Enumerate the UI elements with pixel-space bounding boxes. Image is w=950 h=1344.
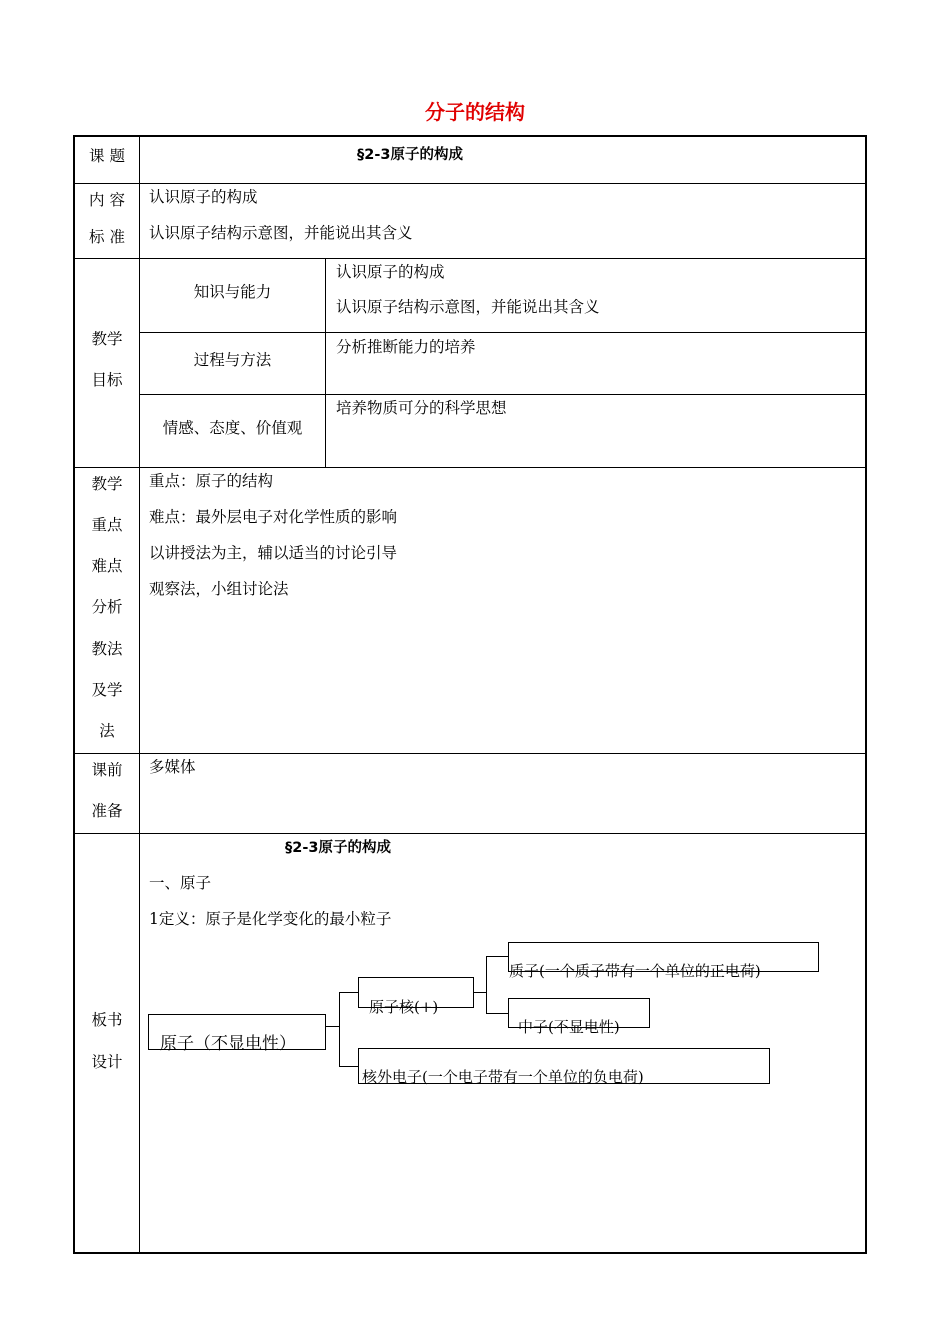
connector (339, 992, 358, 993)
key-points-label: 分析 (91, 598, 123, 616)
key-points-label: 重点 (91, 516, 123, 534)
goal-line: 认识原子的构成 (336, 263, 445, 281)
topic-label: 课 题 (89, 147, 125, 165)
key-points-label: 难点 (91, 557, 123, 575)
teaching-goals-label-2: 目标 (91, 371, 123, 389)
preparation-label-1: 课前 (91, 761, 123, 779)
key-points-line: 重点：原子的结构 (149, 472, 274, 490)
board-design-label-1: 板书 (91, 1011, 123, 1029)
connector (339, 992, 340, 1066)
board-heading: §2-3原子的构成 (285, 840, 391, 856)
connector (339, 1066, 358, 1067)
page-title: 分子的结构 (425, 100, 525, 124)
goal-line: 认识原子结构示意图，并能说出其含义 (336, 298, 600, 316)
atom-label: 原子（不显电性） (160, 1034, 296, 1054)
content-standard-line: 认识原子结构示意图，并能说出其含义 (149, 224, 413, 242)
key-points-label: 法 (99, 722, 115, 740)
connector (325, 1026, 339, 1027)
board-design-label-2: 设计 (91, 1053, 123, 1071)
key-points-label: 教法 (91, 640, 123, 658)
key-points-line: 以讲授法为主，辅以适当的讨论引导 (149, 544, 398, 562)
preparation-label-2: 准备 (91, 802, 123, 820)
goal-name: 知识与能力 (193, 283, 272, 301)
board-section: 一、原子 (149, 874, 212, 892)
key-points-line: 难点：最外层电子对化学性质的影响 (149, 508, 398, 526)
content-standard-line: 认识原子的构成 (149, 188, 258, 206)
content-standard-label-2: 标 准 (89, 228, 125, 246)
topic-value: §2-3原子的构成 (357, 147, 463, 163)
nucleus-label: 原子核(+) (369, 998, 439, 1016)
goal-line: 培养物质可分的科学思想 (336, 399, 507, 417)
connector (473, 992, 486, 993)
electron-label: 核外电子(一个电子带有一个单位的负电荷) (362, 1068, 644, 1086)
content-standard-label-1: 内 容 (89, 191, 125, 209)
key-points-label: 及学 (91, 681, 123, 699)
key-points-line: 观察法，小组讨论法 (149, 580, 289, 598)
goal-name: 过程与方法 (193, 351, 272, 369)
connector (486, 1013, 508, 1014)
connector (486, 956, 487, 1013)
preparation-value: 多媒体 (149, 758, 196, 776)
neutron-label: 中子(不显电性) (518, 1018, 620, 1036)
teaching-goals-label-1: 教学 (91, 330, 123, 348)
board-definition: 1定义：原子是化学变化的最小粒子 (149, 910, 392, 928)
proton-label: 质子(一个质子带有一个单位的正电荷) (509, 962, 761, 980)
key-points-label: 教学 (91, 475, 123, 493)
goal-line: 分析推断能力的培养 (336, 338, 476, 356)
goal-name: 情感、态度、价值观 (162, 419, 303, 437)
connector (486, 956, 508, 957)
